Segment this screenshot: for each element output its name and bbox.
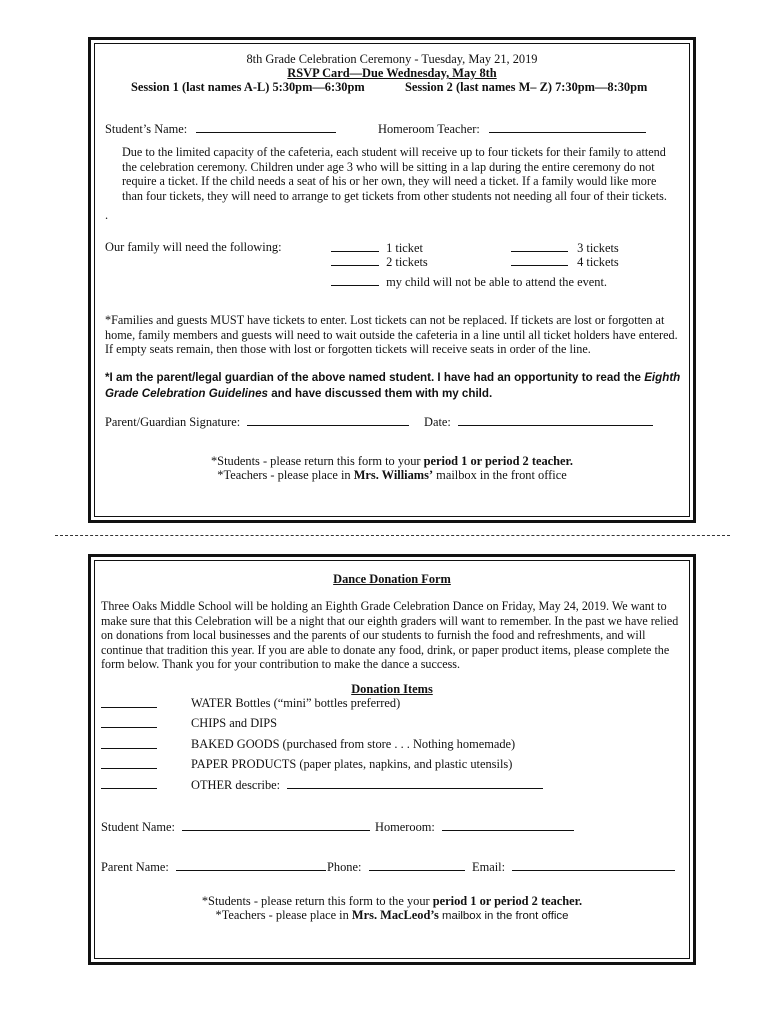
option-not-attend-label: my child will not be able to attend the event.	[386, 275, 608, 289]
donor-homeroom-label: Homeroom:	[375, 820, 435, 834]
cut-line	[55, 535, 730, 536]
teachers-mailbox-note	[91, 468, 693, 483]
parent-name-label: Parent Name:	[101, 860, 169, 874]
chips-label: CHIPS and DIPS	[191, 716, 278, 730]
student-name-row	[105, 121, 336, 137]
other-row	[191, 777, 543, 793]
teachers-note-text: *Teachers - please place in	[217, 468, 354, 482]
teachers-note-end: mailbox in the front office	[433, 468, 567, 482]
donor-student-row	[101, 819, 370, 835]
date-row	[424, 414, 653, 430]
donor-student-label: Student Name:	[101, 820, 175, 834]
chips-blank[interactable]	[101, 716, 157, 728]
parent-name-row	[101, 859, 326, 875]
tickets-paragraph: *Families and guests MUST have tickets to enter. Lost tickets can not be replaced. If tickets are lost or forgotten at home, family members and guests will need to wait outside the cafeteria in a line until all ticket holders have entered. If empty seats remain, then those with lost or forgotten tickets will receive seats in order of the line.	[105, 313, 678, 356]
donation-teachers-name: Mrs. MacLeod’s	[351, 908, 439, 922]
capacity-paragraph: Due to the limited capacity of the cafeteria, each student will receive up to four tickets for their family to attend the celebration ceremony. Children under age 3 who will be sitting in a lap during the entire ceremony do not require a ticket. If the child needs a seat of his or her own, they will need a ticket. If a family would like more than four tickets, they will need to arrange to get tickets from other students not needing all four of their tickets.	[122, 145, 667, 203]
donation-item-baked	[101, 737, 516, 753]
option-2-blank[interactable]	[331, 254, 379, 266]
homeroom-teacher-field[interactable]	[489, 121, 646, 133]
rsvp-card	[88, 37, 696, 523]
option-not-attend	[331, 274, 607, 290]
other-label: OTHER describe:	[191, 778, 281, 792]
donation-teachers-note	[91, 908, 693, 923]
session-1: Session 1 (last names A-L) 5:30pm—6:30pm	[131, 80, 365, 94]
signature-label: Parent/Guardian Signature:	[105, 415, 241, 429]
donation-intro: Three Oaks Middle School will be holding an Eighth Grade Celebration Dance on Friday, May 24, 2019. We want to make sure that this Celebration will be a night that our eighth graders will want to remember. In the past we have relied on donations from local businesses and the parents of our students to furnish the food and refreshments, and will continue that tradition this year. If you are able to donate any food, drink, or paper product items, please complete the form below. Thank you for your contribution to make the dance a success.	[101, 599, 679, 671]
option-not-attend-blank[interactable]	[331, 274, 379, 286]
parent-name-field[interactable]	[176, 859, 326, 871]
students-return-teacher: period 1 or period 2 teacher.	[423, 454, 574, 468]
homeroom-teacher-label: Homeroom Teacher:	[378, 122, 480, 136]
session-2: Session 2 (last names M– Z) 7:30pm—8:30pm	[405, 80, 648, 94]
donation-item-water	[101, 696, 401, 712]
option-3-label: 3 tickets	[577, 241, 619, 255]
option-4-tickets	[511, 254, 619, 270]
email-field[interactable]	[512, 859, 675, 871]
option-1-blank[interactable]	[331, 240, 379, 252]
date-field[interactable]	[458, 414, 653, 426]
option-1-label: 1 ticket	[386, 241, 423, 255]
water-blank[interactable]	[101, 696, 157, 708]
students-return-note	[91, 454, 693, 469]
student-name-field[interactable]	[196, 121, 336, 133]
donation-title: Dance Donation Form	[333, 572, 451, 586]
option-4-label: 4 tickets	[577, 255, 619, 269]
phone-row	[327, 859, 465, 875]
other-blank[interactable]	[101, 777, 157, 789]
email-row	[472, 859, 675, 875]
guardian-statement	[105, 370, 685, 402]
donation-students-return	[91, 894, 693, 909]
homeroom-teacher-row	[378, 121, 646, 137]
other-describe-field[interactable]	[287, 777, 543, 789]
option-2-tickets	[331, 254, 428, 270]
students-return-text: *Students - please return this form to your	[210, 454, 424, 468]
stray-dot: .	[105, 208, 109, 222]
donation-item-other	[101, 777, 281, 793]
option-3-blank[interactable]	[511, 240, 568, 252]
donation-return-teacher: period 1 or period 2 teacher.	[432, 894, 583, 908]
paper-label: PAPER PRODUCTS (paper plates, napkins, and plastic utensils)	[191, 757, 513, 771]
ceremony-title: 8th Grade Celebration Ceremony - Tuesday, May 21, 2019	[246, 52, 538, 66]
family-need-label: Our family will need the following:	[105, 240, 282, 254]
paper-blank[interactable]	[101, 757, 157, 769]
date-label: Date:	[424, 415, 451, 429]
donation-item-chips	[101, 716, 278, 732]
student-name-label: Student’s Name:	[105, 122, 188, 136]
baked-blank[interactable]	[101, 737, 157, 749]
guidelines-title: Eighth Grade Celebration Guidelines	[105, 371, 681, 400]
donation-teachers-text: *Teachers - please place in	[215, 908, 352, 922]
rsvp-subtitle: RSVP Card—Due Wednesday, May 8th	[287, 66, 497, 80]
teachers-note-name: Mrs. Williams’	[353, 468, 434, 482]
donation-return-text: *Students - please return this form to the your	[201, 894, 433, 908]
items-heading: Donation Items	[351, 682, 433, 696]
option-4-blank[interactable]	[511, 254, 568, 266]
donation-form	[88, 554, 696, 965]
donor-student-field[interactable]	[182, 819, 370, 831]
donation-teachers-end: mailbox in the front office	[438, 910, 569, 922]
guardian-statement-text: *I am the parent/legal guardian of the above named student. I have had an opportunity to read the	[105, 371, 645, 384]
baked-label: BAKED GOODS (purchased from store . . . Nothing homemade)	[191, 737, 516, 751]
phone-label: Phone:	[327, 860, 362, 874]
guardian-statement-end: and have discussed them with my child.	[268, 387, 493, 400]
water-label: WATER Bottles (“mini” bottles preferred)	[191, 696, 401, 710]
signature-row	[105, 414, 409, 430]
donor-homeroom-row	[375, 819, 574, 835]
signature-field[interactable]	[247, 414, 409, 426]
option-2-label: 2 tickets	[386, 255, 428, 269]
phone-field[interactable]	[369, 859, 465, 871]
donation-item-paper	[101, 757, 513, 773]
email-label: Email:	[472, 860, 506, 874]
donor-homeroom-field[interactable]	[442, 819, 574, 831]
